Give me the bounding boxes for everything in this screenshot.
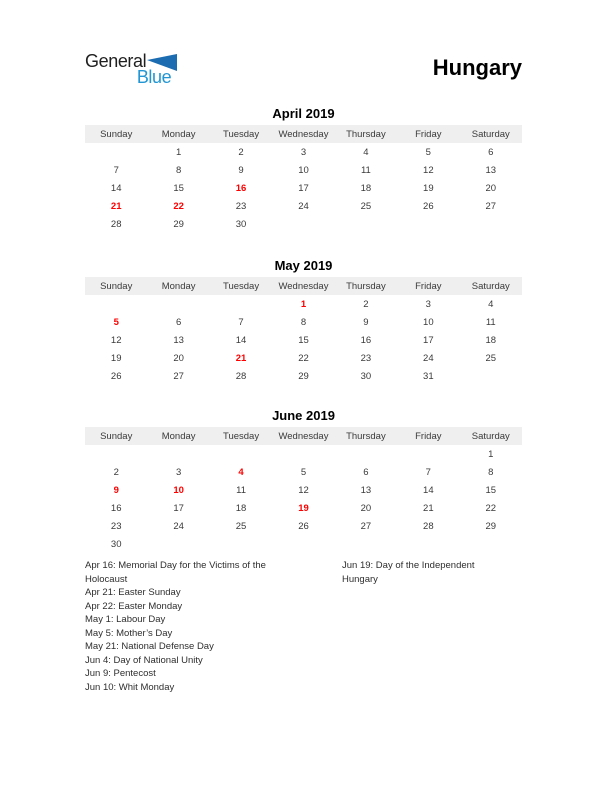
date-cell: 23 [235, 200, 247, 212]
date-cell: 10 [298, 164, 309, 176]
date-cell: 15 [173, 182, 184, 194]
date-cell: 28 [423, 520, 434, 532]
week-row [85, 463, 522, 481]
month-june-2019 [85, 407, 522, 553]
empty-cell [272, 215, 334, 233]
date-cell: 12 [110, 334, 122, 346]
date-cell: 18 [235, 502, 247, 514]
date-cell: 14 [235, 334, 247, 346]
date-cell: 5 [425, 146, 431, 158]
date-cell: 15 [298, 334, 309, 346]
date-cell: 24 [423, 352, 434, 364]
weekday-header: Monday [147, 427, 209, 445]
logo-word-general: General [85, 51, 147, 71]
month-may-2019 [85, 257, 522, 385]
general-blue-logo [85, 52, 177, 85]
holiday-note: Jun 19: Day of the Independent Hungary [342, 560, 475, 585]
calendar-grid [85, 427, 522, 553]
date-cell: 27 [485, 200, 497, 212]
empty-cell [335, 445, 397, 463]
weekday-header: Wednesday [272, 125, 334, 143]
empty-cell [397, 445, 459, 463]
date-cell: 6 [488, 146, 494, 158]
date-cell: 26 [298, 520, 309, 532]
holiday-note: Jun 9: Pentecost [85, 668, 156, 679]
date-cell: 11 [485, 316, 496, 328]
date-cell: 22 [173, 200, 184, 212]
months-container [85, 105, 522, 553]
week-row [85, 313, 522, 331]
weekday-header: Thursday [335, 125, 397, 143]
date-cell: 26 [110, 370, 122, 382]
weekday-header: Tuesday [210, 277, 272, 295]
page-title: Hungary [432, 55, 522, 80]
date-cell: 9 [238, 164, 244, 176]
empty-cell [272, 445, 334, 463]
date-cell: 9 [113, 484, 119, 496]
empty-cell [210, 295, 272, 313]
date-cell: 25 [235, 520, 247, 532]
weekday-header: Thursday [335, 277, 397, 295]
date-cell: 25 [485, 352, 497, 364]
date-cell: 6 [363, 466, 369, 478]
date-cell: 10 [423, 316, 434, 328]
date-cell: 13 [360, 484, 372, 496]
weekday-header: Sunday [85, 125, 147, 143]
date-cell: 16 [235, 182, 247, 194]
date-cell: 4 [488, 298, 494, 310]
weekday-header: Saturday [460, 125, 522, 143]
month-title: May 2019 [274, 258, 333, 273]
weekday-header: Sunday [85, 427, 147, 445]
date-cell: 4 [363, 146, 369, 158]
date-cell: 4 [238, 466, 244, 478]
week-row [85, 535, 522, 553]
date-cell: 16 [360, 334, 372, 346]
week-row [85, 179, 522, 197]
date-cell: 22 [485, 502, 497, 514]
empty-cell [397, 535, 459, 553]
weekday-header: Friday [397, 277, 459, 295]
week-row [85, 481, 522, 499]
date-cell: 5 [113, 316, 119, 328]
date-cell: 13 [173, 334, 184, 346]
date-cell: 26 [423, 200, 434, 212]
date-cell: 17 [298, 182, 309, 194]
date-cell: 18 [360, 182, 372, 194]
logo-word-blue: Blue [136, 67, 172, 87]
date-cell: 2 [238, 146, 244, 158]
date-cell: 30 [235, 218, 247, 230]
holiday-notes [85, 559, 522, 694]
weekday-header: Monday [147, 277, 209, 295]
date-cell: 2 [113, 466, 119, 478]
week-row [85, 517, 522, 535]
date-cell: 7 [113, 164, 119, 176]
holiday-note: May 5: Mother’s Day [85, 627, 173, 639]
date-cell: 1 [488, 448, 494, 460]
empty-cell [147, 445, 209, 463]
date-cell: 15 [485, 484, 497, 496]
date-cell: 3 [425, 298, 431, 310]
date-cell: 30 [110, 538, 122, 550]
date-cell: 31 [423, 370, 434, 382]
date-cell: 12 [423, 164, 434, 176]
month-title: June 2019 [272, 408, 335, 423]
date-cell: 7 [238, 316, 244, 328]
date-cell: 19 [110, 352, 122, 364]
holiday-note: Apr 16: Memorial Day for the Victims of the Holocaust [85, 560, 266, 585]
date-cell: 25 [360, 200, 372, 212]
weekday-header: Friday [397, 427, 459, 445]
date-cell: 8 [488, 466, 494, 478]
date-cell: 29 [173, 218, 184, 230]
date-cell: 14 [110, 182, 122, 194]
weekday-header: Saturday [460, 277, 522, 295]
holiday-note: Jun 4: Day of National Unity [85, 654, 203, 666]
date-cell: 18 [485, 334, 497, 346]
weekday-header: Monday [147, 125, 209, 143]
week-row [85, 367, 522, 385]
date-cell: 30 [360, 370, 372, 382]
weekday-header: Saturday [460, 427, 522, 445]
date-cell: 17 [173, 502, 184, 514]
empty-cell [460, 215, 522, 233]
date-cell: 21 [110, 200, 122, 212]
date-cell: 5 [300, 466, 307, 478]
date-cell: 28 [110, 218, 122, 230]
date-cell: 21 [423, 502, 434, 514]
date-cell: 29 [298, 370, 309, 382]
date-cell: 29 [485, 520, 497, 532]
date-cell: 3 [175, 466, 182, 478]
date-cell: 23 [360, 352, 372, 364]
date-cell: 8 [300, 316, 307, 328]
date-cell: 12 [298, 484, 309, 496]
week-row [85, 143, 522, 161]
calendar-grid [85, 277, 522, 385]
month-title: April 2019 [272, 106, 335, 121]
date-cell: 11 [236, 484, 246, 496]
empty-cell [460, 535, 522, 553]
weekday-header: Tuesday [210, 125, 272, 143]
date-cell: 6 [175, 316, 182, 328]
date-cell: 20 [173, 352, 184, 364]
holiday-notes-right-column [342, 559, 492, 694]
date-cell: 24 [298, 200, 309, 212]
week-row [85, 331, 522, 349]
week-row [85, 295, 522, 313]
week-row [85, 445, 522, 463]
holiday-note: Apr 22: Easter Monday [85, 600, 183, 612]
date-cell: 8 [175, 164, 182, 176]
date-cell: 1 [300, 298, 307, 310]
week-row [85, 215, 522, 233]
empty-cell [335, 535, 397, 553]
calendar-grid [85, 125, 522, 233]
empty-cell [272, 535, 334, 553]
week-row [85, 161, 522, 179]
empty-cell [210, 535, 272, 553]
empty-cell [210, 445, 272, 463]
date-cell: 16 [110, 502, 122, 514]
weekday-header-row [85, 125, 522, 143]
empty-cell [397, 215, 459, 233]
week-row [85, 499, 522, 517]
empty-cell [147, 295, 209, 313]
empty-cell [460, 367, 522, 385]
holiday-note: Jun 10: Whit Monday [85, 681, 175, 693]
date-cell: 22 [298, 352, 309, 364]
week-row [85, 349, 522, 367]
weekday-header: Wednesday [272, 277, 334, 295]
empty-cell [335, 215, 397, 233]
holiday-note: Apr 21: Easter Sunday [85, 587, 181, 598]
date-cell: 20 [360, 502, 372, 514]
date-cell: 14 [423, 484, 434, 496]
weekday-header-row [85, 427, 522, 445]
date-cell: 21 [235, 352, 247, 364]
date-cell: 13 [485, 164, 497, 176]
date-cell: 24 [173, 520, 184, 532]
date-cell: 19 [423, 182, 434, 194]
weekday-header: Thursday [335, 427, 397, 445]
date-cell: 1 [175, 146, 182, 158]
page-header [85, 52, 522, 96]
date-cell: 3 [300, 146, 307, 158]
date-cell: 11 [360, 164, 371, 176]
weekday-header: Friday [397, 125, 459, 143]
date-cell: 20 [485, 182, 497, 194]
date-cell: 7 [425, 466, 431, 478]
date-cell: 19 [298, 502, 309, 514]
date-cell: 23 [110, 520, 122, 532]
empty-cell [85, 295, 147, 313]
weekday-header: Tuesday [210, 427, 272, 445]
empty-cell [85, 445, 147, 463]
date-cell: 28 [235, 370, 247, 382]
weekday-header-row [85, 277, 522, 295]
empty-cell [85, 143, 147, 161]
weekday-header: Wednesday [272, 427, 334, 445]
weekday-header: Sunday [85, 277, 147, 295]
holiday-notes-left-column [85, 559, 290, 694]
date-cell: 10 [173, 484, 184, 496]
holiday-note: May 1: Labour Day [85, 614, 166, 625]
date-cell: 9 [363, 316, 369, 328]
date-cell: 2 [363, 298, 369, 310]
month-april-2019 [85, 105, 522, 233]
date-cell: 17 [423, 334, 434, 346]
week-row [85, 197, 522, 215]
date-cell: 27 [360, 520, 372, 532]
empty-cell [147, 535, 209, 553]
date-cell: 27 [173, 370, 184, 382]
holiday-note: May 21: National Defense Day [85, 641, 214, 652]
